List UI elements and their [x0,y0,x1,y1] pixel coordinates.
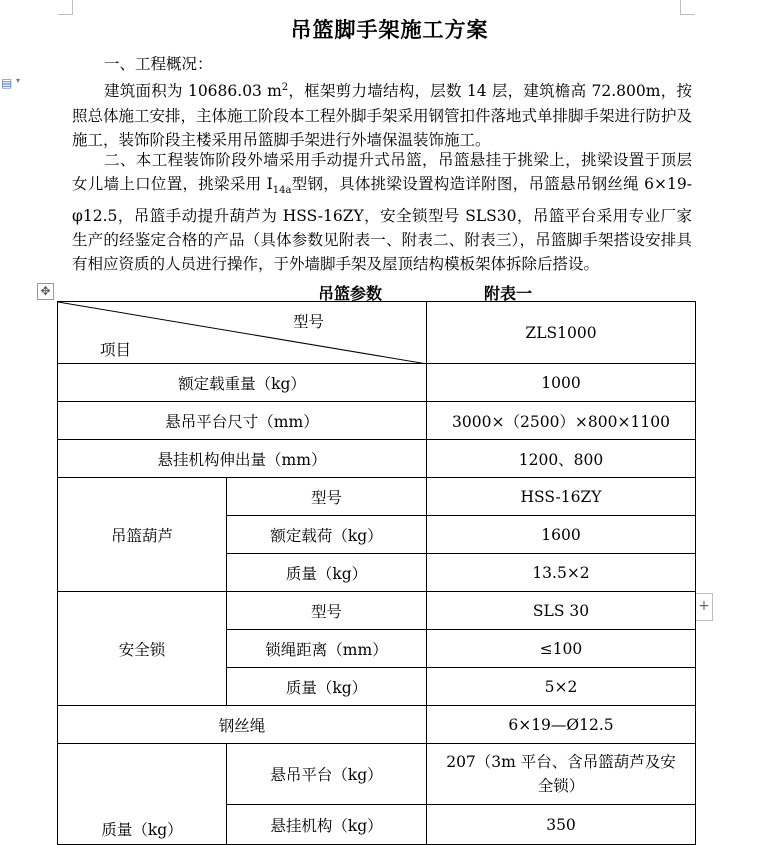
document-icon[interactable]: ▤ [1,76,13,90]
lock-model-value: SLS 30 [427,592,696,630]
lock-mass-label: 质量（kg） [227,668,427,706]
header-diagonal-cell [58,302,427,364]
table-row [58,364,696,402]
hoist-mass-value: 13.5×2 [427,554,696,592]
lock-distance-value: ≤100 [427,630,696,668]
lock-mass-value: 5×2 [427,668,696,706]
section1-body: 建筑面积为 10686.03 $m^2$，框架剪力墙结构，层数 14 层，建筑檐高 72.800m，按照总体施工安排，主体施工阶段本工程外脚手架采用钢管扣件落地式单排脚手架进行防护及施工，装饰阶段主楼采用吊篮脚手架进行外墙保温装饰施工。 [72,82,693,149]
document-title: 吊篮脚手架施工方案 [290,17,489,42]
hoist-load-label: 额定载荷（kg） [227,516,427,554]
platform-mass-label: 悬吊平台（kg） [227,744,427,805]
table-row [58,592,696,630]
rope-value: 6×19—Ø12.5 [427,706,696,744]
platform-size-value: 3000×（2500）×800×1100 [427,402,696,440]
table-move-handle-icon[interactable]: ✥ [37,283,54,300]
extension-label: 悬挂机构伸出量（mm） [58,440,427,478]
gondola-params-table [57,301,696,845]
lock-group-label: 安全锁 [58,592,227,706]
mount-mass-value: 350 [427,805,696,845]
table-row [58,478,696,516]
section2-body: 二、本工程装饰阶段外墙采用手动提升式吊篮，吊篮悬挂于挑梁上，挑梁设置于顶层女儿墙上口位置，挑梁采用 $I_{14a}$型钢，具体挑梁设置构造详附图，吊篮悬吊钢丝绳 6×19-φ12.5，吊篮手动提升葫芦为 HSS-16ZY，安全锁型号 SLS30，吊篮平台采用专业厂家生产的经鉴定合格的产品（具体参数见附表一、附表二、附表三），吊篮脚手架搭设安排具有相应资质的人员进行操作，于外墙脚手架及屋顶结构模板架体拆除后搭设。 [72,151,692,273]
table-caption-number: 附表一 [484,284,533,303]
lock-distance-label: 锁绳距离（mm） [227,630,427,668]
extension-value: 1200、800 [427,440,696,478]
platform-size-label: 悬吊平台尺寸（mm） [58,402,427,440]
chevron-down-icon[interactable]: ▾ [16,76,21,85]
table-row [58,744,696,805]
section-gondola [72,148,692,276]
table-row [58,402,696,440]
page-corner-marker-right [680,0,695,15]
platform-mass-value: 207（3m 平台、含吊篮葫芦及安全锁） [427,744,696,805]
hoist-mass-label: 质量（kg） [227,554,427,592]
hoist-model-label: 型号 [227,478,427,516]
header-model-value: ZLS1000 [427,302,696,364]
page-corner-marker-left [58,0,73,15]
lock-model-label: 型号 [227,592,427,630]
mass-group-label: 质量（kg） [58,744,227,845]
mount-mass-label: 悬挂机构（kg） [227,805,427,845]
section-overview [72,52,692,152]
header-item-label: 项目 [100,341,132,359]
hoist-group-label: 吊篮葫芦 [58,478,227,592]
add-row-plus-icon[interactable]: + [695,593,713,621]
hoist-load-value: 1600 [427,516,696,554]
table-row [58,302,696,364]
header-model-label: 型号 [293,313,325,331]
hoist-model-value: HSS-16ZY [427,478,696,516]
rope-label: 钢丝绳 [58,706,427,744]
rated-load-label: 额定载重量（kg） [58,364,427,402]
table-row [58,706,696,744]
section1-heading: 一、工程概况： [104,55,213,73]
table-row [58,440,696,478]
table-caption-params: 吊篮参数 [318,284,383,303]
rated-load-value: 1000 [427,364,696,402]
